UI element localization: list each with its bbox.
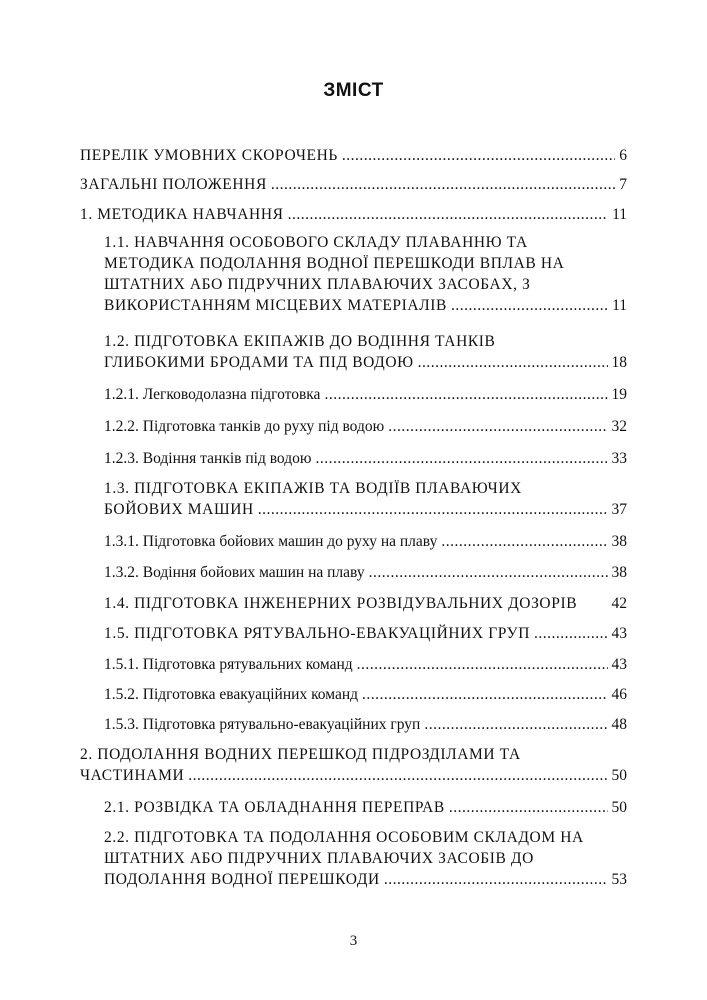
toc-entry-text: 1.3. ПІДГОТОВКА ЕКІПАЖІВ ТА ВОДІЇВ ПЛАВАЮЧИХ — [104, 480, 522, 497]
toc-entry-text: 1.5.2. Підготовка евакуаційних команд — [104, 686, 359, 703]
toc-entry-last-line — [80, 204, 627, 225]
toc-entry[interactable] — [104, 384, 627, 405]
toc-entry-last-line — [104, 562, 627, 583]
toc-page-number: 37 — [611, 501, 627, 518]
toc-page-number: 50 — [611, 767, 627, 784]
toc-entry-text: МЕТОДИКА ПОДОЛАННЯ ВОДНОЇ ПЕРЕШКОДИ ВПЛАВ НА — [104, 255, 565, 272]
toc-page-number: 38 — [611, 564, 627, 581]
toc-entry-text: 2.1. РОЗВІДКА ТА ОБЛАДНАННЯ ПЕРЕПРАВ — [104, 799, 445, 816]
toc-entry-text: 1.5.1. Підготовка рятувальних команд — [104, 656, 353, 673]
toc-page-number: 11 — [612, 297, 627, 314]
toc-entry[interactable] — [104, 416, 627, 437]
toc-entry[interactable] — [80, 204, 627, 225]
toc-page-number: 48 — [611, 716, 627, 733]
toc-page-number: 32 — [611, 418, 627, 435]
toc-entry-text: 1.5.3. Підготовка рятувально-евакуаційних груп — [104, 716, 421, 733]
toc-entry-last-line — [104, 797, 627, 818]
dot-leader — [424, 714, 607, 735]
dot-leader — [451, 295, 608, 316]
toc-entry-last-line — [104, 593, 627, 614]
toc-entry-last-line — [104, 654, 627, 675]
toc-page-number: 38 — [611, 533, 627, 550]
dot-leader — [418, 352, 608, 373]
toc-entry-text: ЗАГАЛЬНІ ПОЛОЖЕННЯ — [80, 176, 267, 193]
toc-entry-text: ШТАТНИХ АБО ПІДРУЧНИХ ПЛАВАЮЧИХ ЗАСОБАХ, З — [104, 276, 531, 293]
toc-entry[interactable] — [104, 623, 627, 644]
toc-entry[interactable] — [80, 744, 627, 786]
toc-entry-text: 1. МЕТОДИКА НАВЧАННЯ — [80, 206, 284, 223]
toc-page-number: 43 — [611, 656, 627, 673]
toc-entry-text: БОЙОВИХ МАШИН — [104, 501, 254, 518]
toc-entry[interactable] — [80, 145, 627, 166]
toc-entry[interactable] — [80, 174, 627, 195]
toc-entry-text: 1.4. ПІДГОТОВКА ІНЖЕНЕРНИХ РОЗВІДУВАЛЬНИХ ДОЗОРІВ — [104, 595, 578, 612]
dot-leader — [534, 623, 608, 644]
toc-entry-text: 2.2. ПІДГОТОВКА ТА ПОДОЛАННЯ ОСОБОВИМ СКЛАДОМ НА — [104, 829, 584, 846]
toc-entry[interactable] — [104, 714, 627, 735]
toc-entry[interactable] — [104, 331, 627, 373]
toc-page-number: 42 — [611, 595, 627, 612]
toc-entry[interactable] — [104, 562, 627, 583]
toc-entry-text: 1.3.2. Водіння бойових машин на плаву — [104, 564, 365, 581]
dot-leader — [258, 499, 608, 520]
toc-page-number: 33 — [611, 450, 627, 467]
toc-entry-last-line — [104, 714, 627, 735]
toc-entry[interactable] — [104, 478, 627, 520]
dot-leader — [449, 797, 608, 818]
toc-entry[interactable] — [104, 684, 627, 705]
toc-entry-last-line — [80, 145, 627, 166]
toc-entry[interactable] — [104, 827, 627, 890]
dot-leader — [324, 384, 607, 405]
toc-entry-text: 1.5. ПІДГОТОВКА РЯТУВАЛЬНО-ЕВАКУАЦІЙНИХ ГРУП — [104, 625, 530, 642]
page-title: ЗМІСТ — [323, 80, 384, 101]
page-number: 3 — [349, 933, 358, 949]
toc-entry-last-line — [104, 295, 627, 316]
toc-entry[interactable] — [104, 531, 627, 552]
toc-entry-text: 1.2. ПІДГОТОВКА ЕКІПАЖІВ ДО ВОДІННЯ ТАНКІВ — [104, 333, 496, 350]
toc-entry-last-line — [80, 174, 627, 195]
dot-leader — [384, 869, 608, 890]
toc-entry-text: 1.2.2. Підготовка танків до руху під водою — [104, 418, 385, 435]
dot-leader — [188, 765, 607, 786]
toc-entry-text: ГЛИБОКИМИ БРОДАМИ ТА ПІД ВОДОЮ — [104, 354, 414, 371]
toc-entry-text: 1.3.1. Підготовка бойових машин до руху на плаву — [104, 533, 438, 550]
toc-page-number: 6 — [619, 147, 627, 164]
toc-entry-text: 1.2.1. Легководолазна підготовка — [104, 386, 321, 403]
toc-entry-text: ВИКОРИСТАННЯМ МІСЦЕВИХ МАТЕРІАЛІВ — [104, 297, 447, 314]
dot-leader — [271, 174, 615, 195]
dot-leader — [288, 204, 609, 225]
toc-entry-last-line — [104, 531, 627, 552]
toc-entry-last-line — [104, 416, 627, 437]
toc-entry[interactable] — [104, 654, 627, 675]
toc-entry[interactable] — [104, 797, 627, 818]
dot-leader — [362, 684, 607, 705]
toc-entry[interactable] — [104, 593, 627, 614]
toc-entry-text: ЧАСТИНАМИ — [80, 767, 185, 784]
toc-entry[interactable] — [104, 448, 627, 469]
toc-page-number: 53 — [611, 871, 627, 888]
dot-leader — [441, 531, 607, 552]
toc-page-number: 46 — [611, 686, 627, 703]
toc-entry-last-line — [104, 684, 627, 705]
dot-leader — [357, 654, 608, 675]
toc-page-number: 43 — [611, 625, 627, 642]
toc-entry-text: ШТАТНИХ АБО ПІДРУЧНИХ ПЛАВАЮЧИХ ЗАСОБІВ ДО — [104, 850, 534, 867]
dot-leader — [315, 448, 607, 469]
toc-entry[interactable] — [104, 232, 627, 316]
toc-entry-last-line — [104, 448, 627, 469]
toc-entry-last-line — [80, 765, 627, 786]
toc-entry-last-line — [104, 499, 627, 520]
toc-entry-last-line — [104, 869, 627, 890]
toc-entry-text: ПОДОЛАННЯ ВОДНОЇ ПЕРЕШКОДИ — [104, 871, 380, 888]
toc-entry-text: 1.2.3. Водіння танків під водою — [104, 450, 312, 467]
toc-entry-last-line — [104, 384, 627, 405]
toc-entry-text: 2. ПОДОЛАННЯ ВОДНИХ ПЕРЕШКОД ПІДРОЗДІЛАМИ ТА — [80, 746, 521, 763]
toc-page-number: 19 — [611, 386, 627, 403]
toc-entry-text: 1.1. НАВЧАННЯ ОСОБОВОГО СКЛАДУ ПЛАВАННЮ ТА — [104, 234, 528, 251]
toc-entry-last-line — [104, 352, 627, 373]
dot-leader — [388, 416, 607, 437]
toc-entry-text: ПЕРЕЛІК УМОВНИХ СКОРОЧЕНЬ — [80, 147, 338, 164]
toc-page-number: 18 — [611, 354, 627, 371]
toc-page-number: 7 — [619, 176, 627, 193]
toc-page-number: 50 — [611, 799, 627, 816]
toc-page-number: 11 — [612, 206, 627, 223]
toc-entry-last-line — [104, 623, 627, 644]
dot-leader — [369, 562, 608, 583]
dot-leader — [342, 145, 615, 166]
